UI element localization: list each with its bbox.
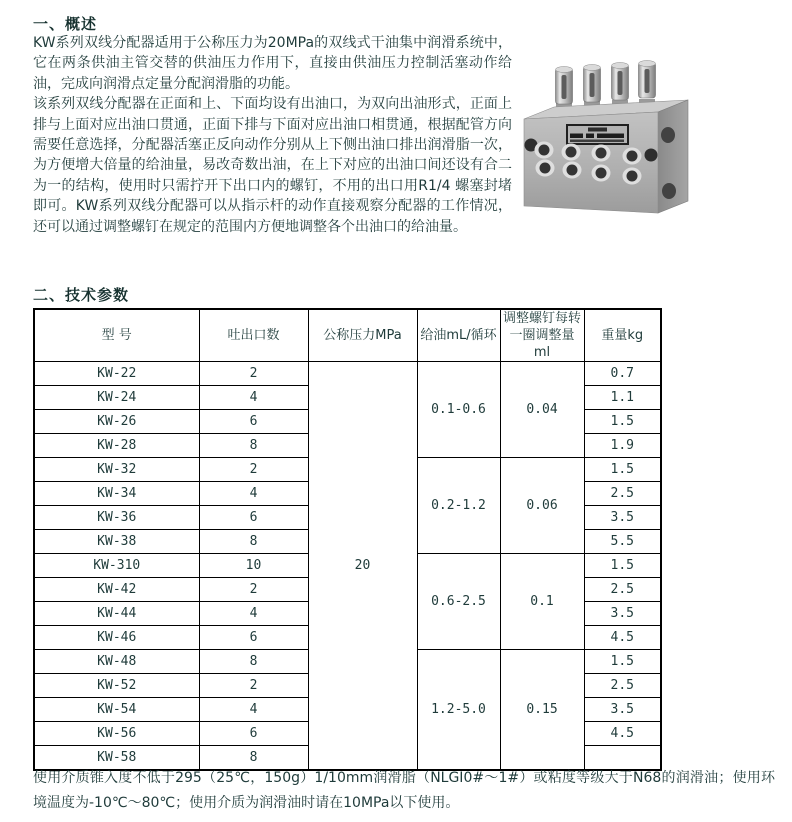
outlets-cell: 6 (199, 722, 308, 746)
weight-cell: 3.5 (584, 602, 661, 626)
weight-cell: 1.5 (584, 650, 661, 674)
outlets-cell: 2 (199, 458, 308, 482)
usage-note: 使用介质锥入度不低于295（25℃，150g）1/10mm润滑脂（NLGI0#～1#）或粘度等级大于N68的润滑油；使用环境温度为-10℃～80℃；使用介质为润滑油时请在10MPa以下使用。 (33, 770, 775, 811)
col-header-model: 型 号 (34, 309, 199, 362)
spec-header-row (34, 309, 661, 362)
model-cell: KW-34 (34, 482, 199, 506)
weight-cell: 1.9 (584, 434, 661, 458)
model-cell: KW-48 (34, 650, 199, 674)
outlets-cell: 8 (199, 650, 308, 674)
model-cell: KW-28 (34, 434, 199, 458)
weight-cell: 1.5 (584, 410, 661, 434)
model-cell: KW-46 (34, 626, 199, 650)
weight-cell: 0.7 (584, 362, 661, 386)
oil-per-cycle-cell: 0.2-1.2 (417, 458, 500, 554)
weight-cell: 3.5 (584, 506, 661, 530)
outlets-cell: 2 (199, 674, 308, 698)
weight-cell: 5.5 (584, 530, 661, 554)
adjust-per-turn-cell: 0.15 (500, 650, 584, 770)
product-photo (516, 50, 792, 242)
adjust-per-turn-cell: 0.06 (500, 458, 584, 554)
outlets-cell: 2 (199, 578, 308, 602)
weight-cell: 4.5 (584, 722, 661, 746)
model-cell: KW-38 (34, 530, 199, 554)
outlets-cell: 2 (199, 362, 308, 386)
weight-cell: 1.1 (584, 386, 661, 410)
weight-cell: 3.5 (584, 698, 661, 722)
outlets-cell: 4 (199, 482, 308, 506)
pressure-cell: 20 (308, 362, 417, 770)
model-cell: KW-310 (34, 554, 199, 578)
oil-per-cycle-cell: 1.2-5.0 (417, 650, 500, 770)
model-cell: KW-32 (34, 458, 199, 482)
col-header-pressure: 公称压力MPa (308, 309, 417, 362)
outlets-cell: 6 (199, 626, 308, 650)
outlets-cell: 8 (199, 746, 308, 770)
overview-heading: 一、概述 (33, 15, 98, 33)
weight-cell: 2.5 (584, 482, 661, 506)
model-cell: KW-24 (34, 386, 199, 410)
outlets-cell: 4 (199, 602, 308, 626)
col-header-adjust-per-turn: 调整螺钉每转一圈调整量ml (500, 309, 584, 362)
weight-cell: 1.5 (584, 458, 661, 482)
weight-cell: 2.5 (584, 674, 661, 698)
spec-table (33, 308, 662, 771)
oil-per-cycle-cell: 0.6-2.5 (417, 554, 500, 650)
model-cell: KW-36 (34, 506, 199, 530)
model-cell: KW-26 (34, 410, 199, 434)
outlets-cell: 10 (199, 554, 308, 578)
model-cell: KW-42 (34, 578, 199, 602)
outlets-cell: 4 (199, 698, 308, 722)
model-cell: KW-58 (34, 746, 199, 770)
model-cell: KW-22 (34, 362, 199, 386)
model-cell: KW-56 (34, 722, 199, 746)
spec-table-body (34, 362, 661, 770)
outlets-cell: 6 (199, 410, 308, 434)
overview-paragraph-1: KW系列双线分配器适用于公称压力为20MPa的双线式干油集中润滑系统中，它在两条供油主管交替的供油压力作用下，直接由供油压力控制活塞动作给油，完成向润滑点定量分配润滑脂的功能。 (33, 35, 512, 92)
weight-cell: 1.5 (584, 554, 661, 578)
adjust-per-turn-cell: 0.1 (500, 554, 584, 650)
outlets-cell: 4 (199, 386, 308, 410)
col-header-outlets: 吐出口数 (199, 309, 308, 362)
weight-cell: 2.5 (584, 578, 661, 602)
params-heading: 二、技术参数 (33, 286, 130, 304)
col-header-weight: 重量kg (584, 309, 661, 362)
overview-text (33, 33, 512, 237)
adjust-per-turn-cell: 0.04 (500, 362, 584, 458)
oil-per-cycle-cell: 0.1-0.6 (417, 362, 500, 458)
col-header-oil-per-cycle: 给油mL/循环 (417, 309, 500, 362)
model-cell: KW-54 (34, 698, 199, 722)
outlets-cell: 8 (199, 434, 308, 458)
outlets-cell: 6 (199, 506, 308, 530)
model-cell: KW-52 (34, 674, 199, 698)
weight-cell: 4.5 (584, 626, 661, 650)
distributor-block-illustration (516, 50, 792, 242)
name-plate-icon (566, 124, 629, 145)
spec-row-kw-22 (34, 362, 661, 386)
outlets-cell: 8 (199, 530, 308, 554)
overview-paragraph-2: 该系列双线分配器在正面和上、下面均设有出油口，为双向出油形式，正面上排与上面对应出油口贯通，正面下排与下面对应出油口相贯通，根据配管方向需要任意选择，分配器活塞正反向动作分别从上下侧出油口排出润滑脂一次，为方便增大倍量的给油量，易改奇数出油，在上下对应的出油口间还设有合二为一的结构，使用时只需拧开下出口内的螺钉，不用的出口用R1/4 螺塞封堵即可。KW系列双线分配器可以从指示杆的动作直接观察分配器的工作情况，还可以通过调整螺钉在规定的范围内方便地调整各个出油口的给油量。 (33, 96, 512, 235)
model-cell: KW-44 (34, 602, 199, 626)
